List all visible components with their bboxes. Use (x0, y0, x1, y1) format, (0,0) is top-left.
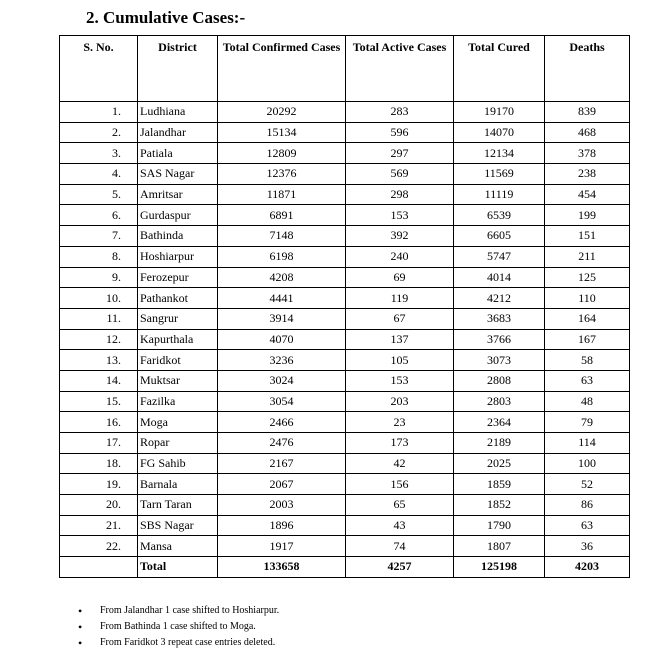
cell-total-cured: 2189 (454, 433, 545, 454)
cell-sno: 8. (60, 246, 138, 267)
cell-deaths: 199 (545, 205, 630, 226)
cell-sno: 21. (60, 515, 138, 536)
table-row (60, 350, 630, 371)
cell-total-active: 74 (346, 536, 454, 557)
cell-total-confirmed: 11871 (218, 184, 346, 205)
cell-total-cured: 2364 (454, 412, 545, 433)
cell-district: Pathankot (138, 288, 218, 309)
cell-total-cured: 2803 (454, 391, 545, 412)
cell-total-cured: 1859 (454, 474, 545, 495)
cell-sno: 14. (60, 370, 138, 391)
table-row (60, 184, 630, 205)
table-row (60, 308, 630, 329)
cell-total-active: 153 (346, 370, 454, 391)
cell-sno: 13. (60, 350, 138, 371)
total-cell-district: Total (138, 557, 218, 578)
cell-district: SBS Nagar (138, 515, 218, 536)
table-row (60, 453, 630, 474)
cell-total-cured: 3683 (454, 308, 545, 329)
cumulative-cases-table (59, 35, 630, 578)
cell-deaths: 100 (545, 453, 630, 474)
cell-total-confirmed: 20292 (218, 102, 346, 123)
cell-deaths: 52 (545, 474, 630, 495)
cell-deaths: 164 (545, 308, 630, 329)
cell-total-cured: 11569 (454, 164, 545, 185)
cell-district: Hoshiarpur (138, 246, 218, 267)
cell-total-confirmed: 1896 (218, 515, 346, 536)
cell-district: Jalandhar (138, 122, 218, 143)
table-row (60, 370, 630, 391)
header-sno: S. No. (60, 36, 138, 102)
cell-total-confirmed: 2466 (218, 412, 346, 433)
cell-total-cured: 4212 (454, 288, 545, 309)
cell-total-active: 156 (346, 474, 454, 495)
cell-total-confirmed: 7148 (218, 226, 346, 247)
header-total-active: Total Active Cases (346, 36, 454, 102)
cell-total-confirmed: 3236 (218, 350, 346, 371)
cell-total-cured: 6605 (454, 226, 545, 247)
cell-total-active: 42 (346, 453, 454, 474)
cell-sno: 9. (60, 267, 138, 288)
cell-district: FG Sahib (138, 453, 218, 474)
note-text: From Faridkot 3 repeat case entries deleted. (100, 637, 276, 648)
cell-total-active: 240 (346, 246, 454, 267)
cell-sno: 6. (60, 205, 138, 226)
cell-total-confirmed: 3054 (218, 391, 346, 412)
total-cell-deaths: 4203 (545, 557, 630, 578)
table-row (60, 412, 630, 433)
table-row (60, 433, 630, 454)
table-row (60, 536, 630, 557)
cell-district: Amritsar (138, 184, 218, 205)
cell-total-active: 392 (346, 226, 454, 247)
cell-district: Kapurthala (138, 329, 218, 350)
table-row (60, 164, 630, 185)
cell-deaths: 468 (545, 122, 630, 143)
cell-sno: 10. (60, 288, 138, 309)
cell-total-confirmed: 4208 (218, 267, 346, 288)
cell-total-cured: 19170 (454, 102, 545, 123)
table-row (60, 329, 630, 350)
table-row (60, 288, 630, 309)
table-row (60, 246, 630, 267)
cell-total-confirmed: 2167 (218, 453, 346, 474)
cell-district: Faridkot (138, 350, 218, 371)
cell-total-confirmed: 6891 (218, 205, 346, 226)
bullet-icon: • (78, 620, 83, 634)
cell-total-cured: 2808 (454, 370, 545, 391)
cell-total-confirmed: 12809 (218, 143, 346, 164)
cell-total-confirmed: 12376 (218, 164, 346, 185)
total-cell-total-cured: 125198 (454, 557, 545, 578)
header-total-cured: Total Cured (454, 36, 545, 102)
header-deaths: Deaths (545, 36, 630, 102)
table-row (60, 143, 630, 164)
cell-sno: 1. (60, 102, 138, 123)
cell-total-confirmed: 3024 (218, 370, 346, 391)
table-row (60, 122, 630, 143)
cell-sno: 17. (60, 433, 138, 454)
cell-total-cured: 1807 (454, 536, 545, 557)
table-row (60, 515, 630, 536)
cell-total-confirmed: 15134 (218, 122, 346, 143)
cell-total-cured: 5747 (454, 246, 545, 267)
bullet-icon: • (78, 636, 83, 650)
cell-sno: 3. (60, 143, 138, 164)
cell-sno: 5. (60, 184, 138, 205)
table-body (60, 102, 630, 578)
cell-district: Gurdaspur (138, 205, 218, 226)
cell-deaths: 454 (545, 184, 630, 205)
notes-list (78, 603, 279, 651)
cell-sno: 19. (60, 474, 138, 495)
cell-district: Mansa (138, 536, 218, 557)
cell-total-confirmed: 4441 (218, 288, 346, 309)
cell-total-active: 23 (346, 412, 454, 433)
cell-district: Tarn Taran (138, 495, 218, 516)
cell-deaths: 378 (545, 143, 630, 164)
cell-sno: 16. (60, 412, 138, 433)
table-row (60, 391, 630, 412)
table-row (60, 267, 630, 288)
cell-sno: 22. (60, 536, 138, 557)
cell-total-confirmed: 2067 (218, 474, 346, 495)
note-item (78, 635, 279, 651)
cell-total-cured: 2025 (454, 453, 545, 474)
cell-total-active: 283 (346, 102, 454, 123)
cell-deaths: 36 (545, 536, 630, 557)
cell-sno: 2. (60, 122, 138, 143)
cell-total-confirmed: 6198 (218, 246, 346, 267)
cell-total-confirmed: 4070 (218, 329, 346, 350)
cell-total-cured: 3073 (454, 350, 545, 371)
table-row (60, 495, 630, 516)
cell-total-active: 105 (346, 350, 454, 371)
table-row (60, 474, 630, 495)
cell-total-cured: 1852 (454, 495, 545, 516)
cell-district: Patiala (138, 143, 218, 164)
header-district: District (138, 36, 218, 102)
table-header-row (60, 36, 630, 102)
cell-deaths: 839 (545, 102, 630, 123)
cell-deaths: 58 (545, 350, 630, 371)
cell-deaths: 63 (545, 370, 630, 391)
cell-district: Moga (138, 412, 218, 433)
cell-district: Ferozepur (138, 267, 218, 288)
cell-district: Sangrur (138, 308, 218, 329)
cell-total-active: 173 (346, 433, 454, 454)
total-cell-total-active: 4257 (346, 557, 454, 578)
cell-district: Bathinda (138, 226, 218, 247)
cell-district: Ludhiana (138, 102, 218, 123)
cell-total-active: 569 (346, 164, 454, 185)
cell-district: Fazilka (138, 391, 218, 412)
total-cell-sno (60, 557, 138, 578)
cell-total-active: 203 (346, 391, 454, 412)
cell-total-active: 65 (346, 495, 454, 516)
cell-total-active: 67 (346, 308, 454, 329)
table-row (60, 205, 630, 226)
cell-sno: 12. (60, 329, 138, 350)
cell-sno: 18. (60, 453, 138, 474)
cell-deaths: 125 (545, 267, 630, 288)
cell-sno: 4. (60, 164, 138, 185)
cell-sno: 11. (60, 308, 138, 329)
header-total-confirmed: Total Confirmed Cases (218, 36, 346, 102)
cell-district: SAS Nagar (138, 164, 218, 185)
cell-deaths: 86 (545, 495, 630, 516)
cell-total-confirmed: 2476 (218, 433, 346, 454)
note-text: From Jalandhar 1 case shifted to Hoshiarpur. (100, 605, 280, 616)
cell-deaths: 211 (545, 246, 630, 267)
cell-deaths: 63 (545, 515, 630, 536)
bullet-icon: • (78, 604, 83, 618)
cell-deaths: 238 (545, 164, 630, 185)
cell-district: Muktsar (138, 370, 218, 391)
cell-deaths: 151 (545, 226, 630, 247)
cell-total-cured: 4014 (454, 267, 545, 288)
cell-district: Ropar (138, 433, 218, 454)
cell-total-cured: 1790 (454, 515, 545, 536)
section-heading: 2. Cumulative Cases:- (86, 8, 246, 27)
cell-total-active: 43 (346, 515, 454, 536)
table-row (60, 102, 630, 123)
note-item (78, 619, 279, 635)
total-cell-total-confirmed: 133658 (218, 557, 346, 578)
cell-total-cured: 3766 (454, 329, 545, 350)
cell-deaths: 114 (545, 433, 630, 454)
cell-sno: 15. (60, 391, 138, 412)
cell-sno: 20. (60, 495, 138, 516)
cell-total-active: 596 (346, 122, 454, 143)
cell-total-confirmed: 3914 (218, 308, 346, 329)
cell-total-active: 69 (346, 267, 454, 288)
cell-total-active: 137 (346, 329, 454, 350)
cell-total-confirmed: 2003 (218, 495, 346, 516)
cell-total-cured: 6539 (454, 205, 545, 226)
note-item (78, 603, 279, 619)
cell-deaths: 48 (545, 391, 630, 412)
table-row (60, 226, 630, 247)
cell-deaths: 79 (545, 412, 630, 433)
total-row (60, 557, 630, 578)
cell-total-active: 297 (346, 143, 454, 164)
cell-district: Barnala (138, 474, 218, 495)
cell-sno: 7. (60, 226, 138, 247)
cell-deaths: 167 (545, 329, 630, 350)
cell-deaths: 110 (545, 288, 630, 309)
cell-total-active: 153 (346, 205, 454, 226)
cell-total-cured: 12134 (454, 143, 545, 164)
cell-total-active: 119 (346, 288, 454, 309)
cell-total-active: 298 (346, 184, 454, 205)
note-text: From Bathinda 1 case shifted to Moga. (100, 621, 256, 632)
cell-total-cured: 11119 (454, 184, 545, 205)
cell-total-confirmed: 1917 (218, 536, 346, 557)
cell-total-cured: 14070 (454, 122, 545, 143)
